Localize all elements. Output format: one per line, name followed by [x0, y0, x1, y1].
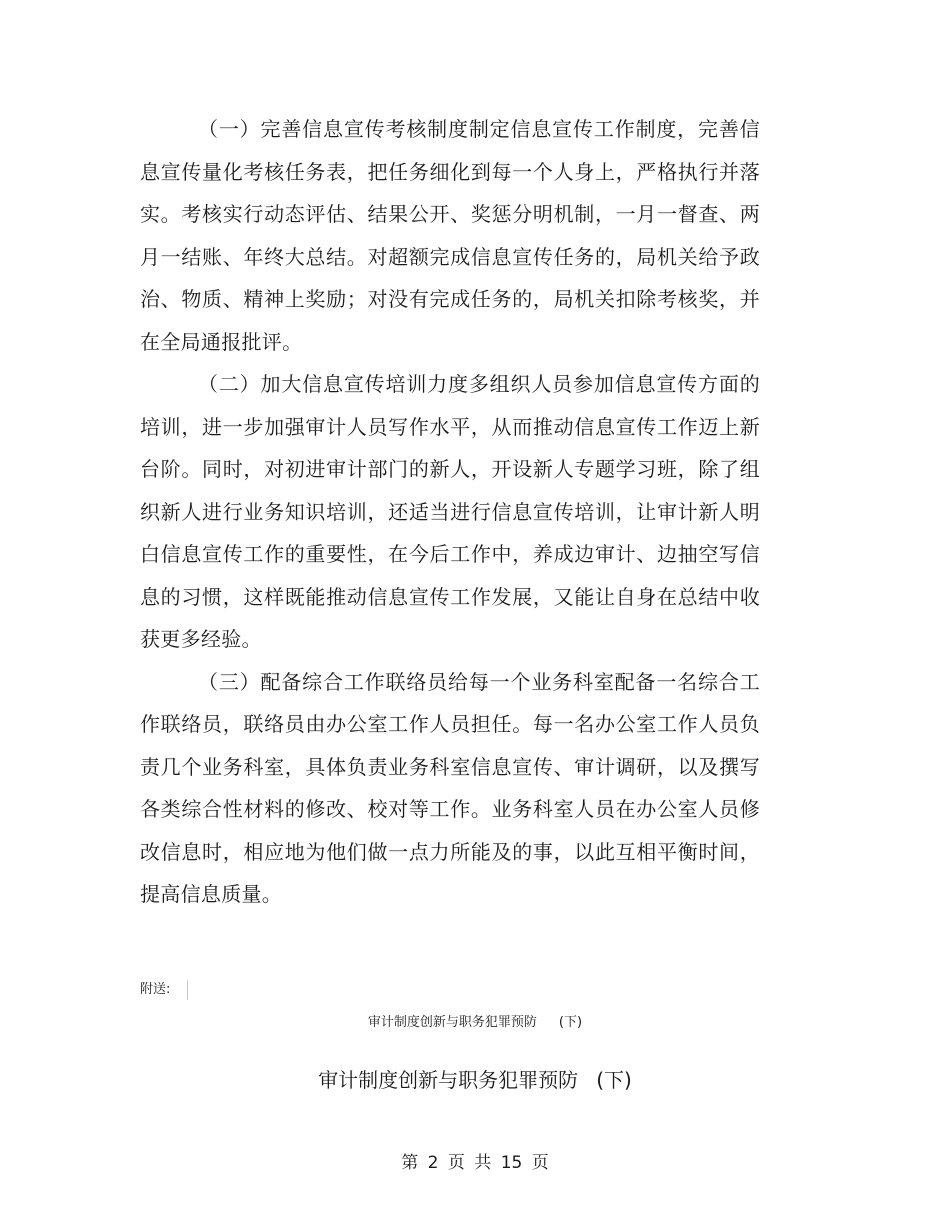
page-number-footer: 第 2 页 共 15 页: [401, 1153, 549, 1173]
attachment-divider: [187, 980, 188, 1000]
document-title: [0, 1065, 950, 1095]
subtitle-small-paren: (下): [558, 1015, 583, 1030]
attachment-label: 附送:: [140, 982, 171, 997]
document-title-paren: (下): [596, 1068, 632, 1092]
body-text: [140, 108, 760, 916]
document-title-text: 审计制度创新与职务犯罪预防: [318, 1068, 579, 1092]
paragraph-2: （二）加大信息宣传培训力度多组织人员参加信息宣传方面的培训，进一步加强审计人员写作水平，从而推动信息宣传工作迈上新台阶。同时，对初进审计部门的新人，开设新人专题学习班，除了组织新人进行业务知识培训，还适当进行信息宣传培训，让审计新人明白信息宣传工作的重要性，在今后工作中，养成边审计、边抽空写信息的习惯，这样既能推动信息宣传工作发展，又能让自身在总结中收获更多经验。: [140, 372, 760, 651]
subtitle-small-text: 审计制度创新与职务犯罪预防: [367, 1015, 537, 1030]
paragraph-1: （一）完善信息宣传考核制度制定信息宣传工作制度，完善信息宣传量化考核任务表，把任务细化到每一个人身上，严格执行并落实。考核实行动态评估、结果公开、奖惩分明机制，一月一督查、两月一结账、年终大总结。对超额完成信息宣传任务的，局机关给予政治、物质、精神上奖励；对没有完成任务的，局机关扣除考核奖，并在全局通报批评。: [140, 117, 760, 354]
paragraph-3: （三）配备综合工作联络员给每一个业务科室配备一名综合工作联络员，联络员由办公室工作人员担任。每一名办公室工作人员负责几个业务科室，具体负责业务科室信息宣传、审计调研，以及撰写各类综合性材料的修改、校对等工作。业务科室人员在办公室人员修改信息时，相应地为他们做一点力所能及的事，以此互相平衡时间，提高信息质量。: [140, 669, 760, 906]
subtitle-small: [0, 1013, 950, 1033]
